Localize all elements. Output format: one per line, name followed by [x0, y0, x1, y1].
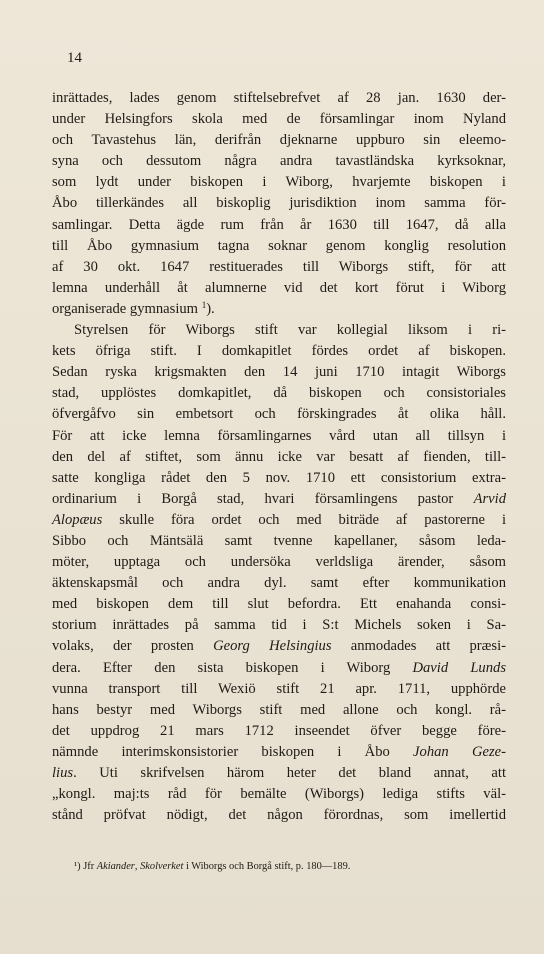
- page-number: 14: [67, 50, 82, 66]
- text-segment: storium inrättades på samma tid i S:t Michels soken i Sa-: [52, 617, 506, 634]
- text-segment: dera. Efter den sista biskopen i Wiborg: [52, 659, 413, 676]
- text-line: [52, 109, 506, 130]
- text-segment: vunna transport till Wexiö stift 21 apr. 1711, upphörde: [52, 680, 506, 697]
- text-segment: den del af stiftet, som ännu icke var besatt af fienden, till-: [52, 448, 506, 465]
- person-name: David Lunds: [412, 659, 507, 676]
- text-line: [52, 658, 506, 679]
- text-line: [52, 489, 506, 510]
- text-segment: af 30 okt. 1647 restituerades till Wiborgs stift, för att: [52, 258, 506, 275]
- person-name: Johan Geze-: [413, 743, 506, 760]
- text-segment: kets öfriga stift. I domkapitlet fördes ordet af biskopen.: [52, 343, 506, 360]
- text-line: [52, 404, 506, 425]
- body-text: [52, 88, 506, 826]
- text-segment: Åbo tillerkändes all biskoplig jurisdiktion inom samma för-: [52, 195, 506, 212]
- text-segment: stad, upplöstes domkapitlet, då biskopen och consistoriales: [52, 385, 506, 402]
- footnote-author: Akiander: [96, 861, 135, 872]
- text-segment: Sedan ryska krigsmakten den 14 juni 1710 intagit Wiborgs: [52, 364, 506, 381]
- text-line: [52, 636, 506, 657]
- text-segment: till Åbo gymnasium tagna soknar genom konglig resolution: [52, 237, 506, 254]
- text-line: [52, 721, 506, 742]
- text-line: [52, 763, 506, 784]
- text-segment: som lydt under biskopen i Wiborg, hvarjemte biskopen i: [52, 174, 506, 191]
- person-name: Arvid: [473, 490, 506, 507]
- footnote-reference: 1: [201, 299, 207, 310]
- text-segment: ).: [206, 300, 215, 317]
- text-line: [52, 426, 506, 447]
- footnote: [74, 860, 504, 873]
- text-segment: stånd pröfvat nödigt, det någon förordnas, som imellertid: [52, 807, 506, 824]
- text-line: [52, 679, 506, 700]
- text-line: [52, 531, 506, 552]
- text-segment: öfvergåfvo sin embetsort och förskingrades åt olika håll.: [52, 406, 506, 423]
- footnote-work-title: Skolverket: [140, 861, 184, 872]
- text-line: [52, 172, 506, 193]
- text-line: [52, 362, 506, 383]
- text-segment: hans bestyr med Wiborgs stift med allone och kongl. rå-: [52, 701, 506, 718]
- footnote-comma: ,: [134, 861, 138, 872]
- text-line: [52, 742, 506, 763]
- text-line: [52, 468, 506, 489]
- text-segment: organiserade gymnasium: [52, 300, 202, 317]
- text-segment: äktenskapsmål och andra dyl. samt efter kommunikation: [52, 575, 506, 592]
- text-segment: ordinarium i Borgå stad, hvari församlingens pastor: [52, 490, 474, 507]
- text-segment: under Helsingfors skola med de församlingar inom Nyland: [52, 111, 506, 128]
- text-segment: satte kongliga rådet den 5 nov. 1710 ett consistorium extra-: [52, 469, 506, 486]
- text-segment: lemna underhåll åt alumnerne vid det kort förut i Wiborg: [52, 279, 506, 296]
- text-segment: med biskopen dem till slut befordra. Ett enahanda consi-: [52, 596, 506, 613]
- text-segment: det uppdrog 21 mars 1712 inseendet öfver begge före-: [52, 722, 506, 739]
- text-line: [52, 594, 506, 615]
- text-line: [52, 447, 506, 468]
- text-segment: anmodades att præsi-: [331, 638, 506, 655]
- text-segment: Sibbo och Mäntsälä samt tvenne kapellaner, såsom leda-: [52, 532, 506, 549]
- text-segment: möter, upptaga och undersöka verldsliga ärender, såsom: [52, 554, 506, 571]
- text-segment: volaks, der prosten: [52, 638, 214, 655]
- text-segment: . Uti skrifvelsen härom heter det bland annat, att: [73, 765, 506, 781]
- text-line: [52, 130, 506, 151]
- text-line: [52, 215, 506, 236]
- text-segment: skulle föra ordet och med biträde af pastorerne i: [102, 511, 506, 528]
- text-segment: nämnde interimskonsistorier biskopen i Åbo: [52, 743, 414, 760]
- person-name: lius: [52, 765, 74, 781]
- text-segment: För att icke lemna församlingarnes vård utan all tillsyn i: [52, 427, 506, 444]
- text-line: [52, 341, 506, 362]
- text-segment: „kongl. maj:ts råd för bemälte (Wiborgs) lediga stifts väl-: [52, 786, 506, 803]
- text-segment: och Tavastehus län, derifrån djeknarne uppburo sin eleemo-: [52, 132, 506, 149]
- text-line: [52, 257, 506, 278]
- text-line: [52, 700, 506, 721]
- text-line: [52, 88, 506, 109]
- text-line: [52, 805, 506, 826]
- text-line: [52, 236, 506, 257]
- text-line: [52, 299, 506, 320]
- text-line: [52, 193, 506, 214]
- person-name: Alopæus: [52, 511, 103, 528]
- text-line: [52, 552, 506, 573]
- text-segment: Styrelsen för Wiborgs stift var kollegial liksom i ri-: [74, 322, 506, 339]
- text-segment: syna och dessutom några andra tavastländska kyrksoknar,: [52, 153, 506, 170]
- text-line: [52, 784, 506, 805]
- text-line: [52, 151, 506, 172]
- text-line: [52, 615, 506, 636]
- footnote-marker: ¹): [74, 861, 81, 872]
- footnote-prefix: Jfr: [83, 861, 95, 872]
- text-segment: inrättades, lades genom stiftelsebrefvet af 28 jan. 1630 der-: [52, 90, 506, 106]
- text-line: [52, 510, 506, 531]
- text-segment: samlingar. Detta ägde rum från år 1630 till 1647, då alla: [52, 216, 506, 233]
- text-line: [52, 573, 506, 594]
- footnote-citation: i Wiborgs och Borgå stift, p. 180—189.: [185, 861, 351, 872]
- text-line: [52, 383, 506, 404]
- text-line: [52, 278, 506, 299]
- text-line: [52, 320, 506, 341]
- person-name: Georg Helsingius: [213, 638, 332, 655]
